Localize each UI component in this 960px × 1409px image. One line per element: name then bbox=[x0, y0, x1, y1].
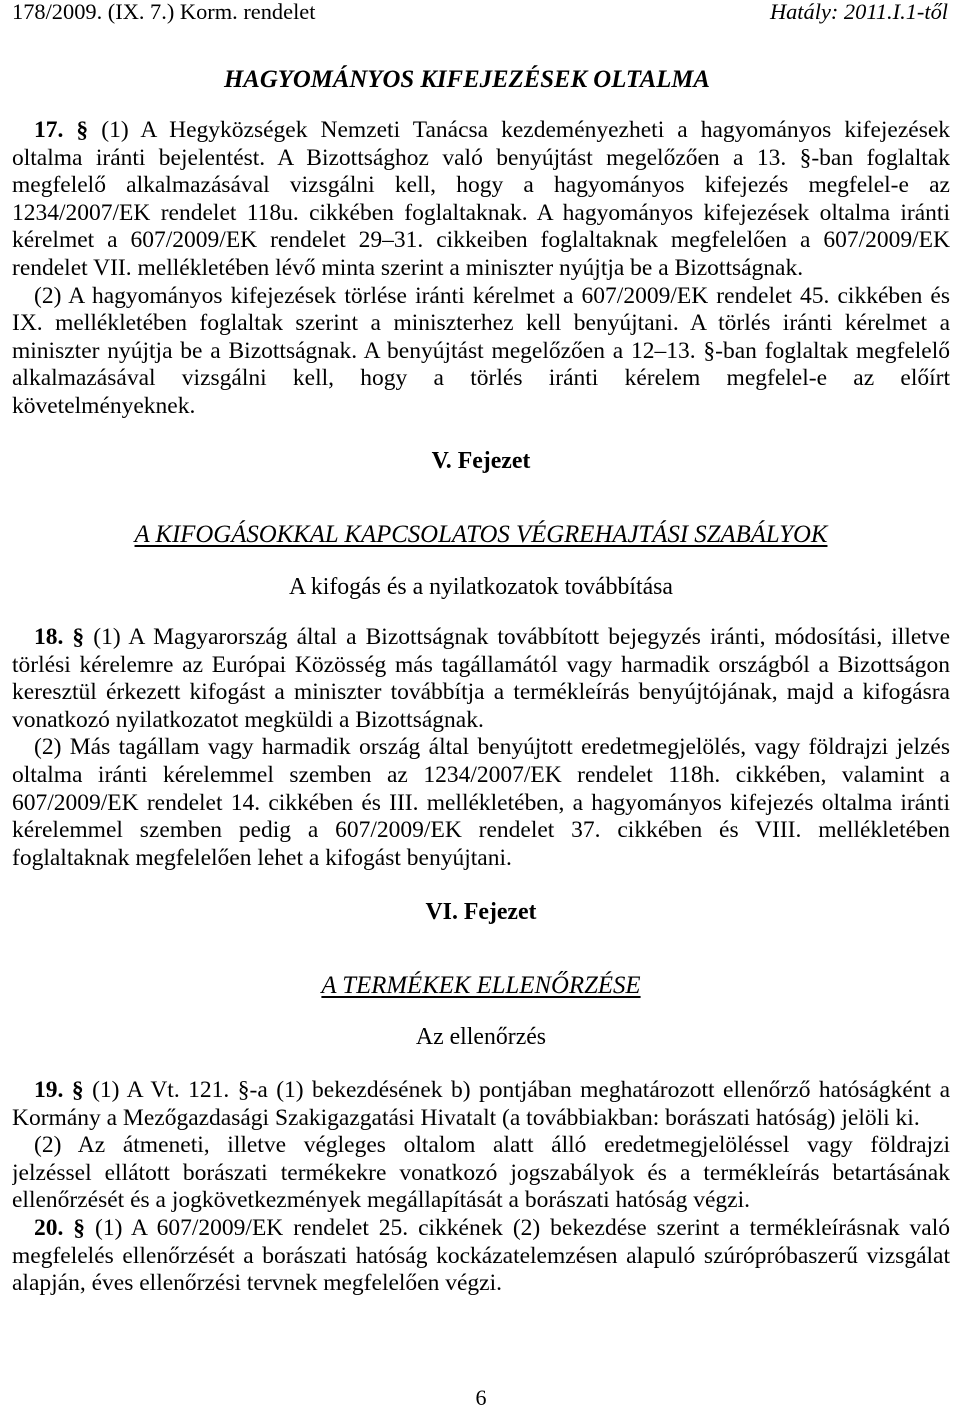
chapter-label: V. Fejezet bbox=[431, 448, 531, 474]
line-text: (1) A Vt. 121. §-a (1) bekezdésének b) pontjában meghatározott ellenőrző hatóságként a bbox=[92, 1077, 950, 1103]
paragraph-line: (2) Más tagállam vagy harmadik ország által benyújtott eredetmegjelölés, vagy földrajzi jelzés bbox=[34, 734, 950, 761]
paragraph-line: kérelemmel szemben pedig a 607/2009/EK rendelet 37. cikkében és VIII. mellékletében bbox=[12, 817, 950, 844]
document-header bbox=[12, 0, 948, 24]
paragraph-line: megfelelő alkalmazásával vizsgálni kell, hogy a hagyományos kifejezés megfelel-e az bbox=[12, 172, 950, 199]
paragraph-line: követelményeknek. bbox=[12, 392, 196, 419]
paragraph-line: oltalma iránti bejelentést. A Bizottsághoz való benyújtást megelőzően a 13. §-ban foglaltak bbox=[12, 144, 950, 171]
paragraph-line: jelzéssel ellátott borászati termékekre vonatkozó jogszabályok és a termékleírás betartásának bbox=[12, 1159, 950, 1186]
article-number: 17. § bbox=[34, 117, 89, 143]
article-17 bbox=[12, 117, 950, 421]
paragraph-line: Kormány a Mezőgazdasági Szakigazgatási Hivatalt (a továbbiakban: borászati hatóság) jelöli ki. bbox=[12, 1104, 920, 1131]
paragraph-line: ellenőrzését és a jogkövetkezmények megállapítását a borászati hatóság végzi. bbox=[12, 1187, 750, 1214]
effective-date: Hatály: 2011.I.1-től bbox=[769, 0, 948, 24]
line-text: (1) A 607/2009/EK rendelet 25. cikkének (2) bekezdése szerint a termékleírásnak való bbox=[95, 1214, 950, 1241]
line-text: (1) A Magyarország által a Bizottságnak továbbított bejegyzés iránti, módosítási, illetve bbox=[93, 624, 950, 650]
subsection-title: Az ellenőrzés bbox=[415, 1024, 547, 1050]
paragraph-line: vonatkozó nyilatkozatot megküldi a Bizottságnak. bbox=[12, 706, 484, 733]
page-number: 6 bbox=[475, 1385, 487, 1409]
paragraph-line: törlési kérelemre az Európai Közösség más tagállamától vagy harmadik országból a Bizottságon bbox=[12, 651, 950, 678]
act-reference: 178/2009. (IX. 7.) Korm. rendelet bbox=[12, 0, 316, 24]
chapter-label: VI. Fejezet bbox=[425, 899, 537, 925]
paragraph-line: 1234/2007/EK rendelet 118u. cikkében foglaltaknak. A hagyományos kifejezések oltalma iránti bbox=[12, 199, 950, 226]
paragraph-line bbox=[12, 624, 950, 652]
line-text: (1) A Hegyközségek Nemzeti Tanácsa kezdeményezheti a hagyományos kifejezések bbox=[101, 117, 950, 143]
paragraph-line: 607/2009/EK rendelet 14. cikkében és III. mellékletében, a hagyományos kifejezés oltalma iránti bbox=[12, 789, 950, 816]
paragraph-line: alkalmazásával vizsgálni kell, hogy a törlés iránti kérelem megfelel-e az előírt bbox=[12, 365, 950, 392]
article-number: 18. § bbox=[34, 624, 85, 650]
article-number: 19. § bbox=[34, 1077, 84, 1103]
paragraph-line: kérelmet a 607/2009/EK rendelet 29–31. cikkeiben foglaltaknak megfelelően a 607/2009/EK bbox=[12, 227, 950, 254]
paragraph-line: oltalma iránti kérelemmel szemben az 1234/2007/EK rendelet 118h. cikkében, valamint a bbox=[12, 761, 950, 788]
chapter-title: A TERMÉKEK ELLENŐRZÉSE bbox=[321, 972, 641, 999]
paragraph-line bbox=[12, 1215, 950, 1243]
paragraph-line: IX. mellékletében foglaltak szerint a miniszterhez kell benyújtani. A törlés iránti kérelmet a bbox=[12, 310, 950, 337]
paragraph-line bbox=[12, 1077, 950, 1105]
paragraph-line: megfelelés ellenőrzését a borászati hatóság kockázatelemzésen alapuló szúrópróbaszerű vizsgálat bbox=[12, 1242, 950, 1269]
articles-19-20 bbox=[12, 1077, 950, 1298]
subsection-title: A kifogás és a nyilatkozatok továbbítása bbox=[289, 574, 673, 600]
paragraph-line: miniszter nyújtja be a Bizottságnak. A benyújtást megelőzően a 12–13. §-ban foglaltak megfelelő bbox=[12, 337, 950, 364]
section-title: HAGYOMÁNYOS KIFEJEZÉSEK OLTALMA bbox=[224, 66, 710, 93]
paragraph-line: rendelet VII. mellékletében lévő minta szerint a miniszter nyújtja be a Bizottságnak. bbox=[12, 254, 804, 281]
article-number: 20. § bbox=[34, 1214, 86, 1241]
article-18 bbox=[12, 624, 950, 872]
paragraph-line: (2) A hagyományos kifejezések törlése iránti kérelmet a 607/2009/EK rendelet 45. cikkében és bbox=[34, 282, 950, 309]
paragraph-line: keresztül érkezett kifogást a miniszter továbbítja a termékleírás benyújtójának, majd a kifogásra bbox=[12, 679, 950, 706]
paragraph-line: foglaltaknak megfelelően lehet a kifogást benyújtani. bbox=[12, 844, 512, 871]
paragraph-line: alapján, éves ellenőrzési tervnek megfelelően végzi. bbox=[12, 1270, 503, 1297]
chapter-title: A KIFOGÁSOKKAL KAPCSOLATOS VÉGREHAJTÁSI SZABÁLYOK bbox=[134, 521, 828, 548]
paragraph-line bbox=[12, 117, 950, 145]
paragraph-line: (2) Az átmeneti, illetve végleges oltalom alatt álló eredetmegjelöléssel vagy földrajzi bbox=[34, 1132, 950, 1159]
